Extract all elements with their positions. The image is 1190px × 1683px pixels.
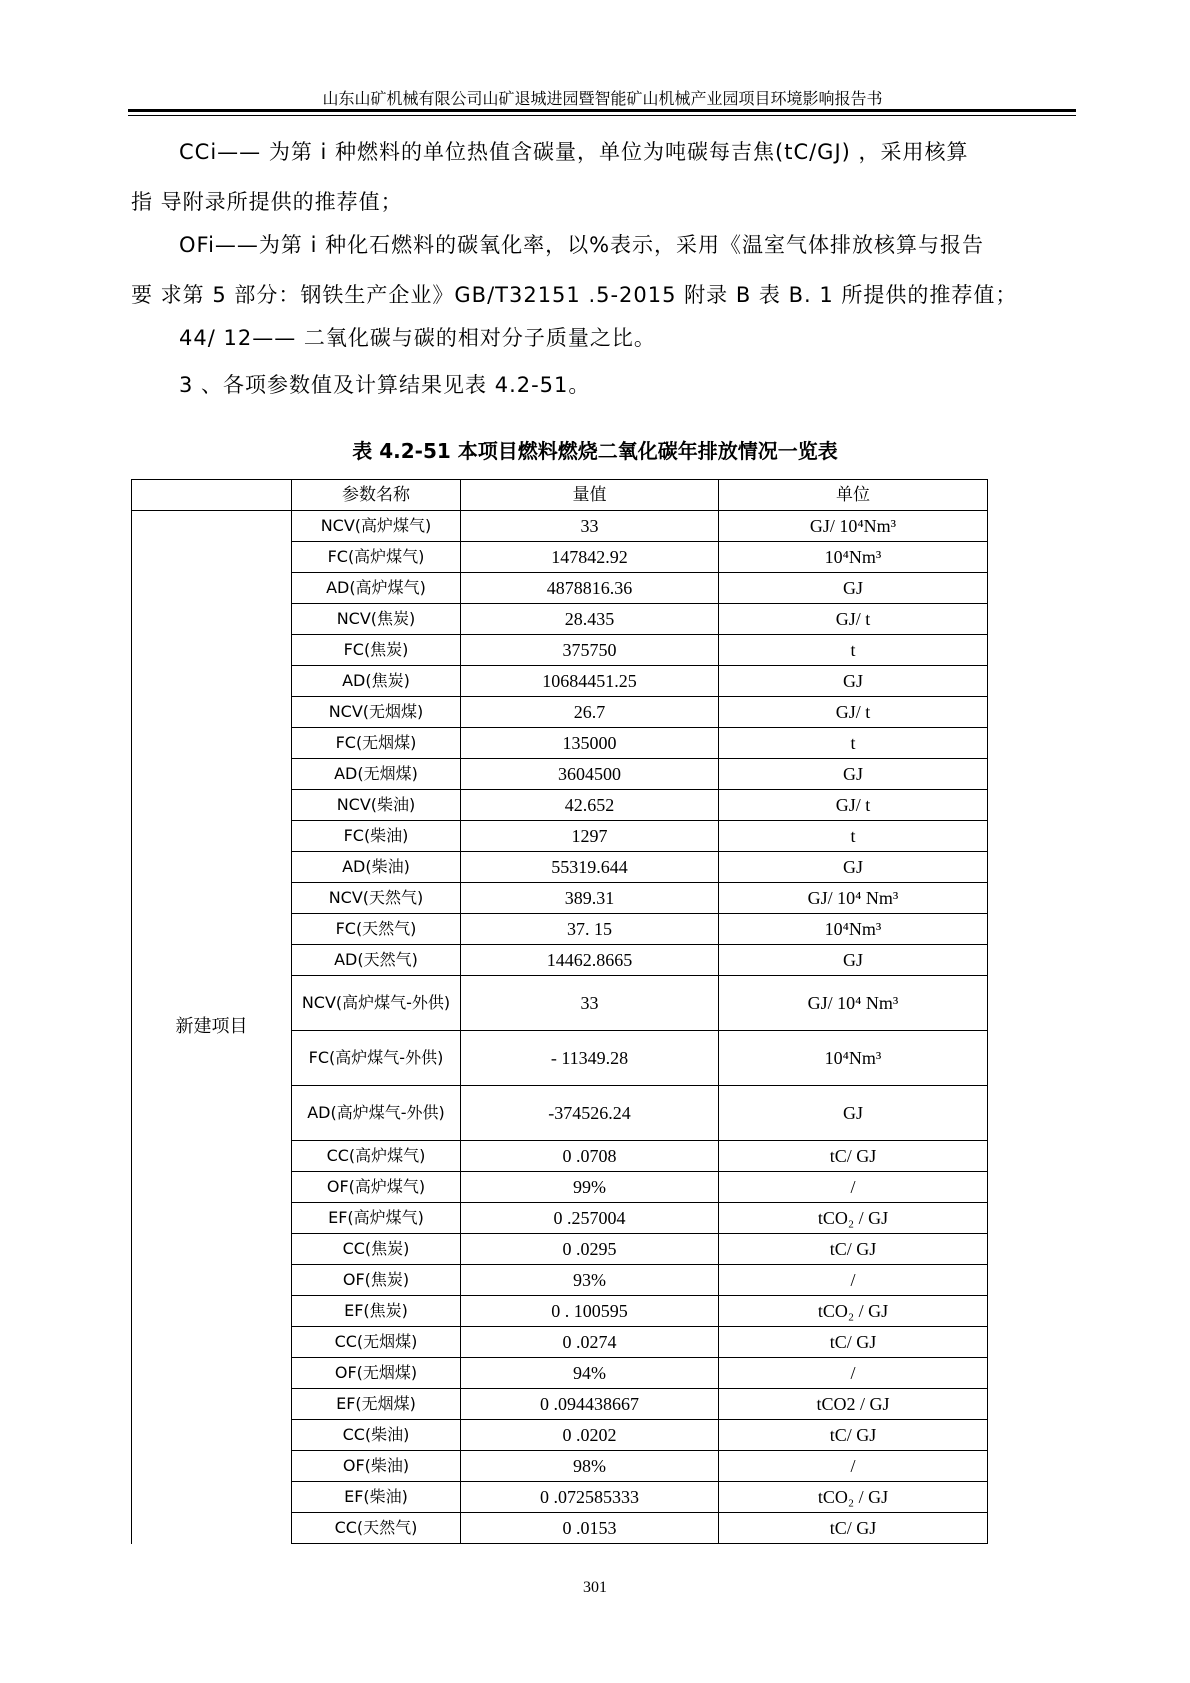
param-name-cell: EF(柴油) bbox=[292, 1482, 461, 1513]
emission-parameter-table bbox=[131, 479, 988, 1544]
unit-cell: t bbox=[719, 728, 988, 759]
param-name-cell: AD(高炉煤气-外供) bbox=[292, 1086, 461, 1141]
group-label-cell: 新建项目 bbox=[132, 511, 292, 1544]
param-name-cell: NCV(柴油) bbox=[292, 790, 461, 821]
value-cell: 3604500 bbox=[461, 759, 719, 790]
unit-cell: GJ bbox=[719, 945, 988, 976]
unit-cell: / bbox=[719, 1265, 988, 1296]
unit-cell: GJ bbox=[719, 759, 988, 790]
header-rule-thin bbox=[128, 115, 1076, 116]
unit-cell: GJ bbox=[719, 666, 988, 697]
unit-cell: 10⁴Nm³ bbox=[719, 914, 988, 945]
param-name-cell: NCV(焦炭) bbox=[292, 604, 461, 635]
header-cell: 量值 bbox=[461, 480, 719, 511]
param-name-cell: FC(无烟煤) bbox=[292, 728, 461, 759]
param-name-cell: OF(焦炭) bbox=[292, 1265, 461, 1296]
value-cell: 389.31 bbox=[461, 883, 719, 914]
unit-cell: t bbox=[719, 821, 988, 852]
table-caption: 表 4.2-51 本项目燃料燃烧二氧化碳年排放情况一览表 bbox=[352, 439, 838, 463]
value-cell: 147842.92 bbox=[461, 542, 719, 573]
header-cell bbox=[132, 480, 292, 511]
param-name-cell: NCV(高炉煤气) bbox=[292, 511, 461, 542]
value-cell: 0 . 100595 bbox=[461, 1296, 719, 1327]
value-cell: 375750 bbox=[461, 635, 719, 666]
value-cell: 98% bbox=[461, 1451, 719, 1482]
unit-cell: tC/ GJ bbox=[719, 1141, 988, 1172]
unit-cell: tC/ GJ bbox=[719, 1234, 988, 1265]
unit-cell: GJ/ 10⁴Nm³ bbox=[719, 511, 988, 542]
value-cell: 37. 15 bbox=[461, 914, 719, 945]
param-name-cell: CC(高炉煤气) bbox=[292, 1141, 461, 1172]
value-cell: -374526.24 bbox=[461, 1086, 719, 1141]
param-name-cell: CC(无烟煤) bbox=[292, 1327, 461, 1358]
unit-cell: tC/ GJ bbox=[719, 1327, 988, 1358]
page-number: 301 bbox=[583, 1579, 607, 1596]
unit-cell: GJ/ 10⁴ Nm³ bbox=[719, 976, 988, 1031]
param-name-cell: AD(天然气) bbox=[292, 945, 461, 976]
table-header-row bbox=[132, 480, 988, 511]
param-name-cell: AD(无烟煤) bbox=[292, 759, 461, 790]
paragraph-table-ref bbox=[131, 360, 1076, 410]
unit-cell: / bbox=[719, 1172, 988, 1203]
param-name-cell: NCV(天然气) bbox=[292, 883, 461, 914]
unit-cell: 10⁴Nm³ bbox=[719, 1031, 988, 1086]
unit-cell: GJ/ t bbox=[719, 604, 988, 635]
value-cell: 99% bbox=[461, 1172, 719, 1203]
value-cell: 94% bbox=[461, 1358, 719, 1389]
param-name-cell: OF(高炉煤气) bbox=[292, 1172, 461, 1203]
value-cell: 0 .0708 bbox=[461, 1141, 719, 1172]
unit-cell: tCO₂ / GJ bbox=[719, 1203, 988, 1234]
param-name-cell: AD(焦炭) bbox=[292, 666, 461, 697]
paragraph-cci bbox=[131, 127, 1076, 227]
param-name-cell: NCV(无烟煤) bbox=[292, 697, 461, 728]
value-cell: 0 .094438667 bbox=[461, 1389, 719, 1420]
param-name-cell: EF(高炉煤气) bbox=[292, 1203, 461, 1234]
value-cell: 10684451.25 bbox=[461, 666, 719, 697]
paragraph-line: 指 导附录所提供的推荐值； bbox=[131, 190, 403, 214]
value-cell: 135000 bbox=[461, 728, 719, 759]
unit-cell: tCO2 / GJ bbox=[719, 1389, 988, 1420]
value-cell: 0 .0202 bbox=[461, 1420, 719, 1451]
unit-cell: tC/ GJ bbox=[719, 1420, 988, 1451]
unit-cell: GJ bbox=[719, 852, 988, 883]
value-cell: 26.7 bbox=[461, 697, 719, 728]
unit-cell: tCO₂ / GJ bbox=[719, 1482, 988, 1513]
unit-cell: GJ/ t bbox=[719, 697, 988, 728]
unit-cell: / bbox=[719, 1451, 988, 1482]
param-name-cell: FC(高炉煤气) bbox=[292, 542, 461, 573]
header-cell: 参数名称 bbox=[292, 480, 461, 511]
param-name-cell: FC(天然气) bbox=[292, 914, 461, 945]
value-cell: 28.435 bbox=[461, 604, 719, 635]
value-cell: 0 .0295 bbox=[461, 1234, 719, 1265]
param-name-cell: FC(焦炭) bbox=[292, 635, 461, 666]
param-name-cell: CC(柴油) bbox=[292, 1420, 461, 1451]
paragraph-line: 44/ 12—— 二氧化碳与碳的相对分子质量之比。 bbox=[179, 326, 656, 350]
unit-cell: tCO₂ / GJ bbox=[719, 1296, 988, 1327]
paragraph-line: 要 求第 5 部分：钢铁生产企业》GB/T32151 .5-2015 附录 B 表 B. 1 所提供的推荐值； bbox=[131, 283, 1018, 307]
value-cell: 33 bbox=[461, 511, 719, 542]
paragraph-line: OFi——为第 i 种化石燃料的碳氧化率，以%表示，采用《温室气体排放核算与报告 bbox=[179, 233, 985, 257]
param-name-cell: CC(焦炭) bbox=[292, 1234, 461, 1265]
value-cell: 0 .072585333 bbox=[461, 1482, 719, 1513]
param-name-cell: EF(焦炭) bbox=[292, 1296, 461, 1327]
unit-cell: GJ bbox=[719, 573, 988, 604]
value-cell: 33 bbox=[461, 976, 719, 1031]
value-cell: 14462.8665 bbox=[461, 945, 719, 976]
table-row bbox=[132, 511, 988, 542]
param-name-cell: OF(柴油) bbox=[292, 1451, 461, 1482]
unit-cell: / bbox=[719, 1358, 988, 1389]
unit-cell: GJ/ 10⁴ Nm³ bbox=[719, 883, 988, 914]
param-name-cell: FC(柴油) bbox=[292, 821, 461, 852]
unit-cell: GJ/ t bbox=[719, 790, 988, 821]
value-cell: 42.652 bbox=[461, 790, 719, 821]
paragraph-line: CCi—— 为第 i 种燃料的单位热值含碳量，单位为吨碳每吉焦(tC/GJ) ，采用核算 bbox=[179, 140, 969, 164]
param-name-cell: EF(无烟煤) bbox=[292, 1389, 461, 1420]
param-name-cell: OF(无烟煤) bbox=[292, 1358, 461, 1389]
value-cell: - 11349.28 bbox=[461, 1031, 719, 1086]
value-cell: 0 .0274 bbox=[461, 1327, 719, 1358]
value-cell: 55319.644 bbox=[461, 852, 719, 883]
value-cell: 0 .257004 bbox=[461, 1203, 719, 1234]
header-rule-thick bbox=[128, 109, 1076, 112]
paragraph-ofi bbox=[131, 220, 1076, 320]
paragraph-line: 3 、各项参数值及计算结果见表 4.2-51。 bbox=[179, 373, 591, 397]
unit-cell: t bbox=[719, 635, 988, 666]
unit-cell: tC/ GJ bbox=[719, 1513, 988, 1544]
unit-cell: GJ bbox=[719, 1086, 988, 1141]
param-name-cell: CC(天然气) bbox=[292, 1513, 461, 1544]
param-name-cell: AD(高炉煤气) bbox=[292, 573, 461, 604]
value-cell: 93% bbox=[461, 1265, 719, 1296]
param-name-cell: AD(柴油) bbox=[292, 852, 461, 883]
unit-cell: 10⁴Nm³ bbox=[719, 542, 988, 573]
document-header: 山东山矿机械有限公司山矿退城进园暨智能矿山机械产业园项目环境影响报告书 bbox=[322, 89, 883, 108]
param-name-cell: FC(高炉煤气-外供) bbox=[292, 1031, 461, 1086]
value-cell: 4878816.36 bbox=[461, 573, 719, 604]
param-name-cell: NCV(高炉煤气-外供) bbox=[292, 976, 461, 1031]
paragraph-ratio bbox=[131, 313, 1076, 363]
header-cell: 单位 bbox=[719, 480, 988, 511]
value-cell: 0 .0153 bbox=[461, 1513, 719, 1544]
value-cell: 1297 bbox=[461, 821, 719, 852]
